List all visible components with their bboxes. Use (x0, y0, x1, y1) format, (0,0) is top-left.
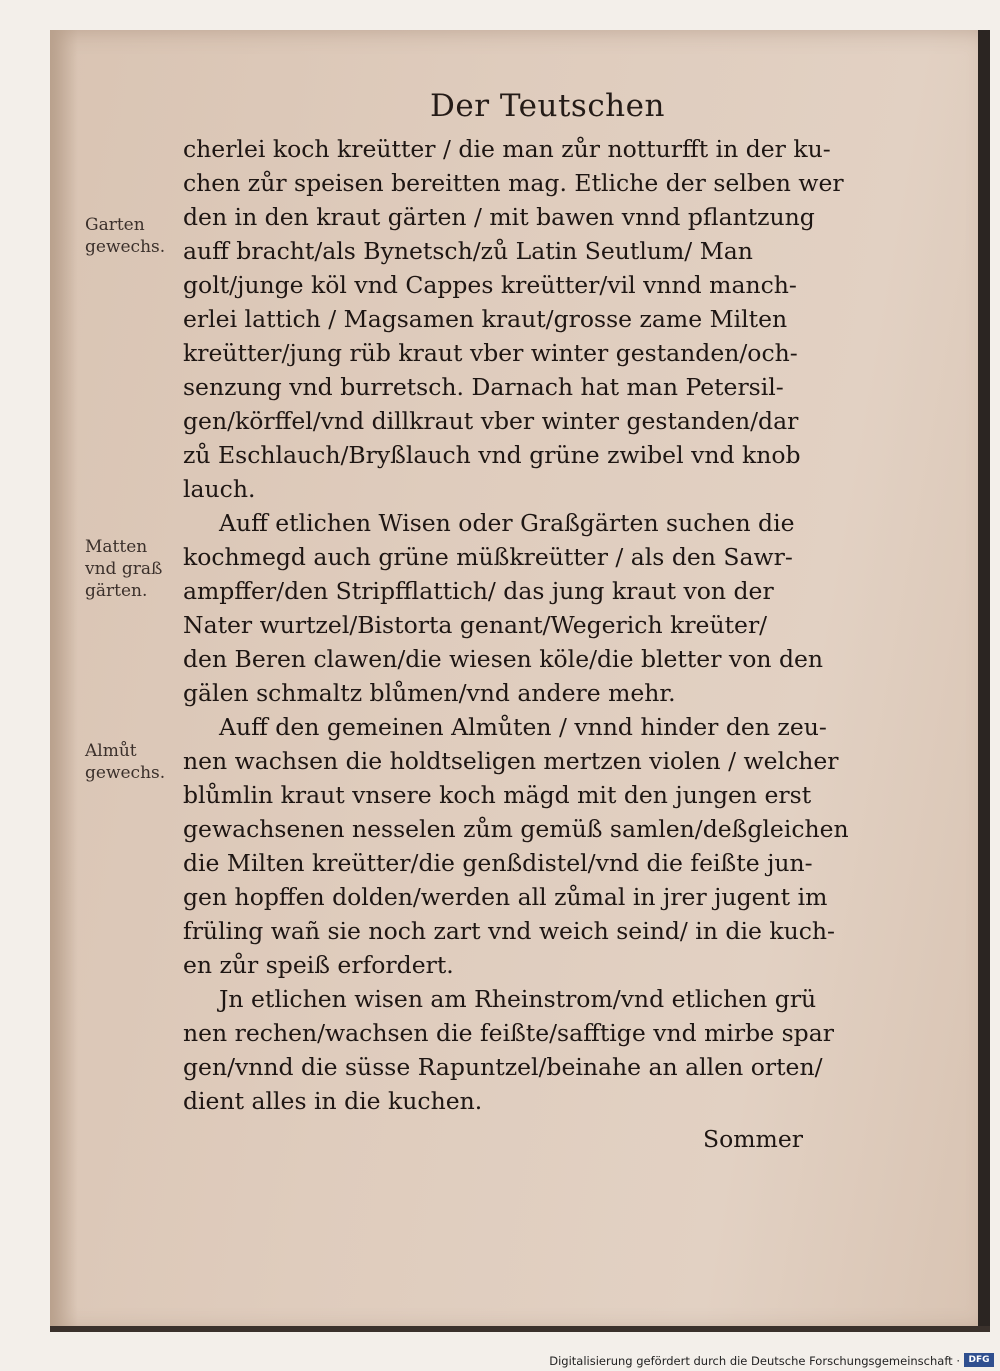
page-right-edge (978, 30, 990, 1332)
catchword: Sommer (703, 1125, 803, 1153)
text-line: nen wachsen die holdtseligen mertzen violen / welcher (183, 747, 839, 775)
paragraph-start-line: Auff etlichen Wisen oder Graßgärten suchen die (219, 509, 795, 537)
text-line: chen zůr speisen bereitten mag. Etliche der selben wer (183, 169, 844, 197)
text-line: kochmegd auch grüne müßkreütter / als den Sawr- (183, 543, 793, 571)
text-line: en zůr speiß erfordert. (183, 951, 454, 979)
margin-note-line: vnd graß (85, 559, 163, 579)
text-line: gen/körffel/vnd dillkraut vber winter gestanden/dar (183, 407, 799, 435)
margin-note-line: Garten (85, 215, 145, 235)
text-line: kreütter/jung rüb kraut vber winter gestanden/och- (183, 339, 798, 367)
page-spine-shadow (50, 30, 78, 1332)
running-head: Der Teutschen (430, 88, 665, 124)
text-line: den in den kraut gärten / mit bawen vnnd pflantzung (183, 203, 815, 231)
text-line: blůmlin kraut vnsere koch mägd mit den jungen erst (183, 781, 812, 809)
text-line: dient alles in die kuchen. (183, 1087, 483, 1115)
paragraph-start-line: Auff den gemeinen Almůten / vnnd hinder den zeu- (219, 713, 827, 741)
text-line: Nater wurtzel/Bistorta genant/Wegerich kreüter/ (183, 611, 768, 639)
text-line: den Beren clawen/die wiesen köle/die bletter von den (183, 645, 824, 673)
margin-note-line: gärten. (85, 581, 148, 601)
footer-credit: Digitalisierung gefördert durch die Deutsche Forschungsgemeinschaft · (549, 1354, 960, 1368)
margin-note-line: Matten (85, 537, 148, 557)
page-bottom-edge (50, 1326, 990, 1332)
text-line: senzung vnd burretsch. Darnach hat man Petersil- (183, 373, 784, 401)
text-line: gen hopffen dolden/werden all zůmal in jrer jugent im (183, 883, 828, 911)
margin-note-line: gewechs. (85, 237, 166, 257)
text-line: gewachsenen nesselen zům gemüß samlen/deßgleichen (183, 815, 849, 843)
text-line: die Milten kreütter/die genßdistel/vnd die feißte jun- (183, 849, 813, 877)
text-line: lauch. (183, 475, 256, 503)
margin-note-line: gewechs. (85, 763, 166, 783)
text-line: nen rechen/wachsen die feißte/safftige vnd mirbe spar (183, 1019, 834, 1047)
paragraph-start-line: Jn etlichen wisen am Rheinstrom/vnd etlichen grü (219, 985, 817, 1013)
body-text (183, 132, 893, 1118)
text-line: gälen schmaltz blůmen/vnd andere mehr. (183, 679, 676, 707)
text-line: zů Eschlauch/Bryßlauch vnd grüne zwibel vnd knob (183, 441, 801, 469)
footer-bar (0, 1350, 1000, 1371)
text-line: cherlei koch kreütter / die man zůr notturfft in der ku- (183, 135, 831, 163)
text-line: auff bracht/als Bynetsch/zů Latin Seutlum/ Man (183, 237, 753, 265)
text-line: früling wañ sie noch zart vnd weich seind/ in die kuch- (183, 917, 835, 945)
text-line: ampffer/den Stripfflattich/ das jung kraut von der (183, 577, 774, 605)
text-line: golt/junge köl vnd Cappes kreütter/vil vnnd manch- (183, 271, 797, 299)
text-line: gen/vnnd die süsse Rapuntzel/beinahe an allen orten/ (183, 1053, 823, 1081)
dfg-logo: DFG (964, 1353, 994, 1367)
text-line: erlei lattich / Magsamen kraut/grosse zame Milten (183, 305, 788, 333)
margin-note-line: Almůt (85, 741, 137, 761)
